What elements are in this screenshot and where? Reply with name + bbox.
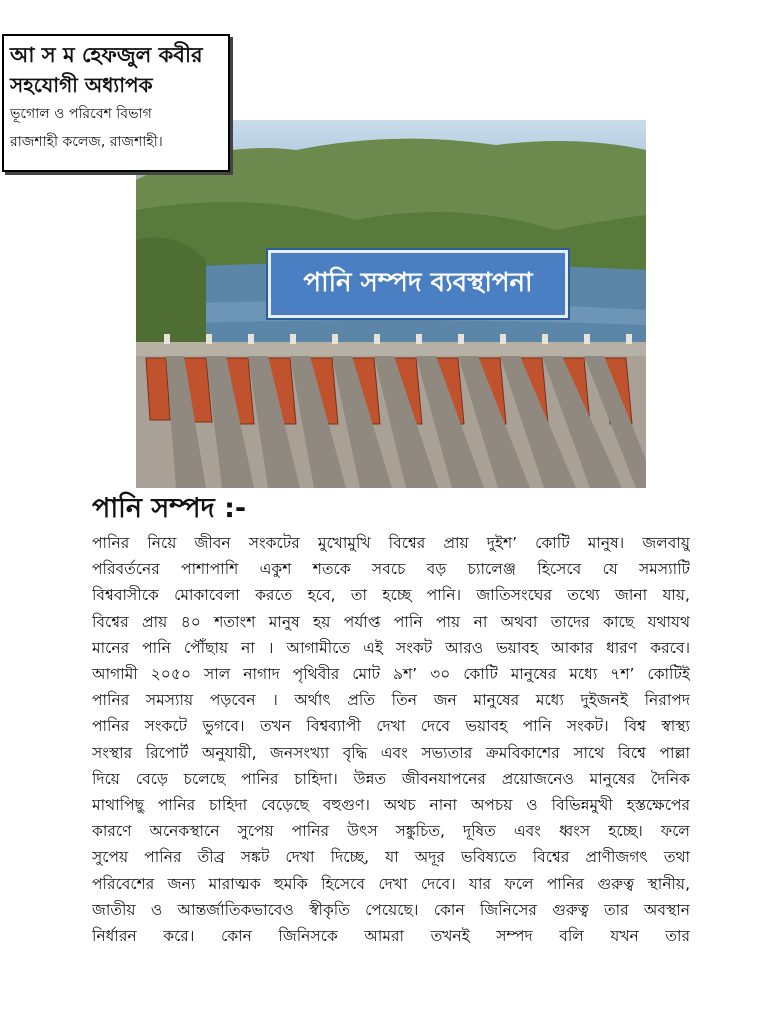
text-line: দিয়ে বেড়ে চলেছে পানির চাহিদা। উন্নত জীবনযাপনের প্রয়োজনেও মানুষের দৈনিক	[92, 769, 690, 788]
text-line: কারণে অনেকস্থানে সুপেয় পানির উৎস সঙ্কুচিত, দূষিত এবং ধ্বংস হচ্ছে। ফলে	[92, 822, 690, 841]
text-line: মানের পানি পৌঁছায় না । আগামীতে এই সংকট আরও ভয়াবহ আকার ধারণ করবে।	[92, 638, 690, 657]
author-name: আ স ম হেফজুল কবীর	[10, 43, 203, 67]
body-paragraph	[92, 530, 690, 949]
text-line: পানির সমস্যায় পড়বেন । অর্থাৎ প্রতি তিন জন মানুষের মধ্যে দুইজনই নিরাপদ	[92, 691, 690, 710]
section-heading: পানি সম্পদ :-	[92, 493, 247, 524]
text-line: আগামী ২০৫০ সাল নাগাদ পৃথিবীর মোট ৯শ’ ৩০ কোটি মানুষের মধ্যে ৭শ’ কোটিই	[92, 665, 690, 684]
author-department: ভূগোল ও পরিবেশ বিভাগ	[10, 106, 152, 122]
author-title: সহযোগী অধ্যাপক	[10, 73, 153, 97]
text-line: পানির সংকটে ভুগবে। তখন বিশ্বব্যাপী দেখা দেবে ভয়াবহ পানি সংকট। বিশ্ব স্বাস্থ্য	[92, 717, 690, 736]
text-line: বিশ্ববাসীকে মোকাবেলা করতে হবে, তা হচ্ছে পানি। জাতিসংঘের তথ্যে জানা যায়,	[92, 586, 690, 605]
text-line: সুপেয় পানির তীব্র সঙ্কট দেখা দিচ্ছে, যা অদূর ভবিষ্যতে বিশ্বের প্রাণীজগৎ তথা	[92, 848, 690, 867]
text-line: নির্ধারন করে। কোন জিনিসকে আমরা তখনই সম্পদ বলি যখন তার	[92, 927, 690, 946]
text-line: মাথাপিছু পানির চাহিদা বেড়েছে বহুগুণ। অথচ নানা অপচয় ও বিভিন্নমুখী হস্তক্ষেপের	[92, 796, 690, 815]
banner-title: পানি সম্পদ ব্যবস্থাপনা	[303, 268, 533, 298]
text-line: সংস্থার রিপোর্ট অনুযায়ী, জনসংখ্যা বৃদ্ধি এবং সভ্যতার ক্রমবিকাশের সাথে বিশ্বে পাল্লা	[92, 743, 690, 762]
author-college: রাজশাহী কলেজ, রাজশাহী।	[10, 134, 163, 150]
author-info-box	[2, 34, 230, 172]
text-line: পরিবেশের জন্য মারাত্মক হুমকি হিসেবে দেখা দেবে। যার ফলে পানির গুরুত্ব স্থানীয়,	[92, 874, 690, 893]
title-banner	[268, 250, 568, 318]
text-line: পানির নিয়ে জীবন সংকটের মুখোমুখি বিশ্বের প্রায় দুইশ’ কোটি মানুষ। জলবায়ু	[92, 534, 690, 552]
text-line: বিশ্বের প্রায় ৪০ শতাংশ মানুষ হয় পর্যাপ্ত পানি পায় না অথবা তাদের কাছে যথাযথ	[92, 612, 690, 631]
text-line: পরিবর্তনের পাশাপাশি একুশ শতকে সবচে বড় চ্যালেঞ্জ হিসেবে যে সমস্যাটি	[92, 560, 690, 579]
text-line: জাতীয় ও আন্তর্জাতিকভাবেও স্বীকৃতি পেয়েছে। কোন জিনিসের গুরুত্ব তার অবস্থান	[92, 900, 690, 919]
